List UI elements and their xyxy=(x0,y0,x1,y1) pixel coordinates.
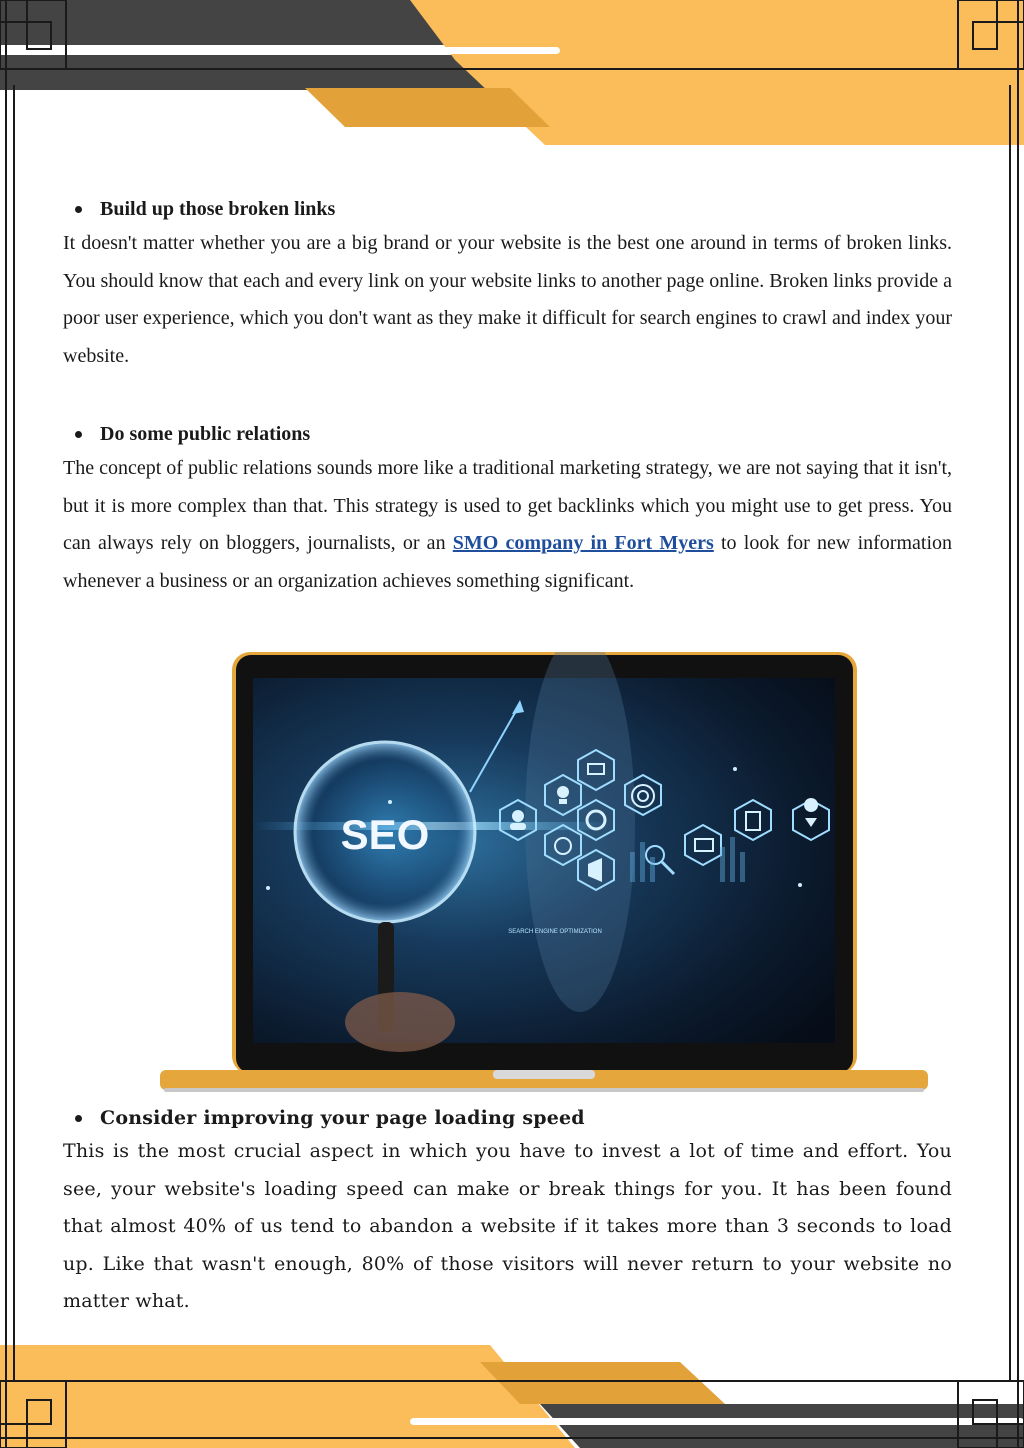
bottom-dark-band xyxy=(540,1404,1024,1448)
bottom-white-stripe xyxy=(410,1418,1024,1425)
body-text-after-link: to look for new information whenever a business or an organization achieves something significant. xyxy=(63,532,952,592)
heading-text: Do some public relations xyxy=(100,423,311,445)
section-heading xyxy=(63,1107,952,1129)
bullet-icon xyxy=(75,431,82,438)
top-orange-shape-dark xyxy=(305,88,550,127)
smo-company-link[interactable]: SMO company in Fort Myers xyxy=(452,532,714,554)
bottom-orange-shape-dark xyxy=(480,1362,725,1404)
heading-text: Consider improving your page loading speed xyxy=(100,1107,585,1129)
section-heading xyxy=(63,423,952,446)
section-body: It doesn't matter whether you are a big brand or your website is the best one around in terms of broken links. You should know that each and every link on your website links to another page online. Broken links provide a poor user experience, which you don't want as they make it difficult for search engines to crawl and index your website. xyxy=(63,232,952,367)
section-broken-links xyxy=(63,198,952,375)
section-body: This is the most crucial aspect in which you have to invest a lot of time and effort. You see, your website's loading speed can make or break things for you. It has been found that almost 40% of us tend to abandon a website if it takes more than 3 seconds to load up. Like that wasn't enough, 80% of those visitors will never return to your website no matter what. xyxy=(63,1140,952,1312)
section-heading xyxy=(63,198,952,221)
section-page-speed xyxy=(63,1107,952,1321)
bullet-icon xyxy=(75,206,82,213)
bullet-icon xyxy=(75,1115,82,1122)
seo-caption: SEARCH ENGINE OPTIMIZATION xyxy=(508,929,602,935)
body-text-before-link: The concept of public relations sounds more like a traditional marketing strategy, we are not saying that it isn't, but it is more complex than that. This strategy is used to get backlinks which you might use to get press. You can always rely on bloggers, journalists, or an xyxy=(63,457,952,554)
heading-text: Build up those broken links xyxy=(100,198,336,220)
seo-laptop-illustration xyxy=(160,652,930,1094)
top-dark-band xyxy=(0,0,470,45)
bottom-orange-shape xyxy=(0,1345,575,1448)
seo-text: SEO xyxy=(340,811,430,858)
section-body xyxy=(63,450,952,600)
top-white-stripe xyxy=(0,47,560,54)
section-public-relations xyxy=(63,423,952,600)
